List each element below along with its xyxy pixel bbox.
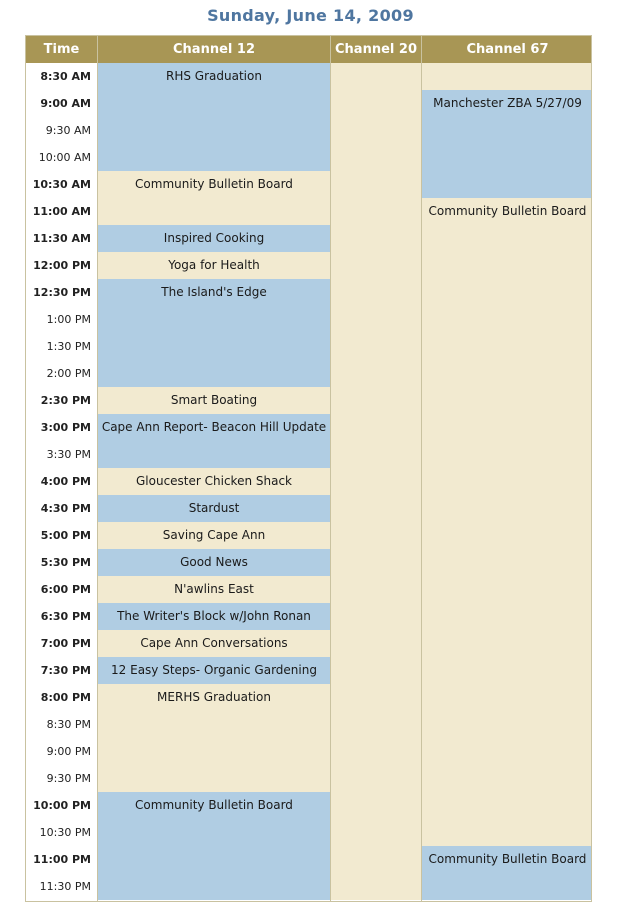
column-divider	[97, 36, 98, 902]
program-block[interactable]: MERHS Graduation	[98, 684, 330, 792]
program-block[interactable]: Cape Ann Conversations	[98, 630, 330, 657]
column-header-time: Time	[26, 36, 97, 63]
time-label: 1:30 PM	[26, 333, 97, 360]
column-divider	[330, 36, 331, 902]
time-label: 3:00 PM	[26, 414, 97, 441]
time-label: 9:00 AM	[26, 90, 97, 117]
page-title: Sunday, June 14, 2009	[207, 6, 414, 25]
program-block[interactable]: Yoga for Health	[98, 252, 330, 279]
program-block[interactable]: The Island's Edge	[98, 279, 330, 387]
program-block[interactable]: Community Bulletin Board	[422, 846, 592, 900]
program-block[interactable]: Community Bulletin Board	[422, 198, 592, 846]
time-label: 10:30 AM	[26, 171, 97, 198]
time-label: 12:30 PM	[26, 279, 97, 306]
time-label: 9:30 PM	[26, 765, 97, 792]
column-divider	[421, 36, 422, 902]
time-label: 11:00 AM	[26, 198, 97, 225]
program-block[interactable]: Good News	[98, 549, 330, 576]
program-block[interactable]: Gloucester Chicken Shack	[98, 468, 330, 495]
program-block[interactable]: 12 Easy Steps- Organic Gardening	[98, 657, 330, 684]
time-label: 7:00 PM	[26, 630, 97, 657]
time-label: 4:30 PM	[26, 495, 97, 522]
time-label: 7:30 PM	[26, 657, 97, 684]
time-label: 11:30 AM	[26, 225, 97, 252]
program-block[interactable]: Smart Boating	[98, 387, 330, 414]
time-label: 10:00 AM	[26, 144, 97, 171]
program-block[interactable]: N'awlins East	[98, 576, 330, 603]
program-block[interactable]: Community Bulletin Board	[98, 792, 330, 900]
time-label: 2:00 PM	[26, 360, 97, 387]
time-label: 9:30 AM	[26, 117, 97, 144]
time-label: 3:30 PM	[26, 441, 97, 468]
program-block[interactable]: Manchester ZBA 5/27/09	[422, 90, 592, 198]
column-header-channel-67: Channel 67	[422, 36, 592, 63]
column-header-channel-20: Channel 20	[331, 36, 421, 63]
time-label: 8:30 PM	[26, 711, 97, 738]
time-label: 2:30 PM	[26, 387, 97, 414]
time-label: 10:00 PM	[26, 792, 97, 819]
empty-program-block	[331, 63, 421, 900]
column-header-channel-12: Channel 12	[98, 36, 330, 63]
time-label: 1:00 PM	[26, 306, 97, 333]
time-label: 4:00 PM	[26, 468, 97, 495]
program-block[interactable]: Saving Cape Ann	[98, 522, 330, 549]
program-block[interactable]: RHS Graduation	[98, 63, 330, 171]
program-block[interactable]: Cape Ann Report- Beacon Hill Update	[98, 414, 330, 468]
time-label: 6:00 PM	[26, 576, 97, 603]
time-label: 8:30 AM	[26, 63, 97, 90]
program-block[interactable]: Inspired Cooking	[98, 225, 330, 252]
time-label: 6:30 PM	[26, 603, 97, 630]
program-block[interactable]: Community Bulletin Board	[98, 171, 330, 225]
time-label: 12:00 PM	[26, 252, 97, 279]
time-label: 11:00 PM	[26, 846, 97, 873]
program-block[interactable]: The Writer's Block w/John Ronan	[98, 603, 330, 630]
schedule-grid	[25, 35, 592, 902]
time-label: 11:30 PM	[26, 873, 97, 900]
time-label: 9:00 PM	[26, 738, 97, 765]
program-block[interactable]: Stardust	[98, 495, 330, 522]
time-label: 10:30 PM	[26, 819, 97, 846]
time-label: 5:00 PM	[26, 522, 97, 549]
time-label: 5:30 PM	[26, 549, 97, 576]
empty-program-block	[422, 63, 592, 90]
time-label: 8:00 PM	[26, 684, 97, 711]
